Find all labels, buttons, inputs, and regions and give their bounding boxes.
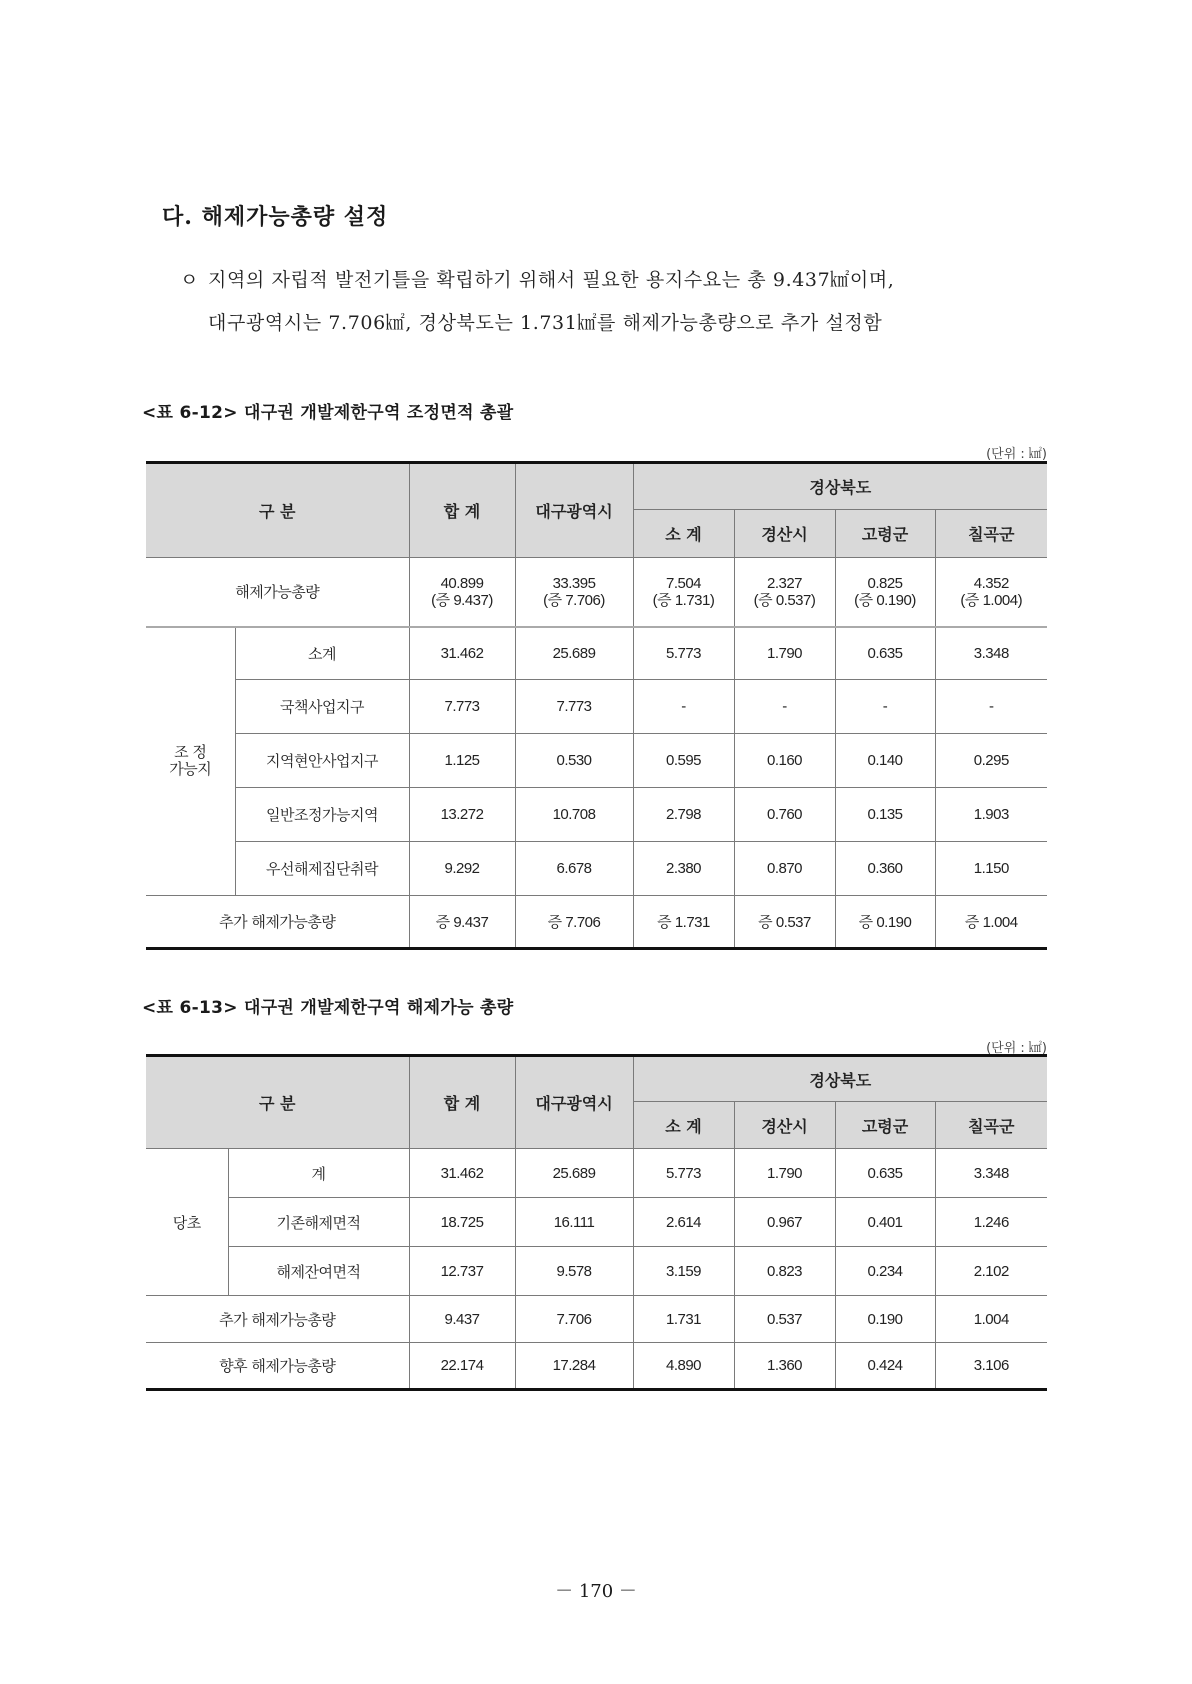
section-heading: 다. 해제가능총량 설정 [162,204,389,230]
cell-gyeongsan: 0.160 [734,734,835,788]
cell-goryeong: 0.360 [835,842,935,896]
cell-subtotal: 5.773 [633,627,734,680]
bullet-icon: ㅇ [180,269,199,291]
cell-chilgok: - [935,680,1047,734]
cell-daegu: 0.530 [515,734,633,788]
cell-gyeongsan: - [734,680,835,734]
cell-subtotal: 0.595 [633,734,734,788]
cell-chilgok: 1.150 [935,842,1047,896]
cell-total: 31.462 [409,627,515,680]
cell-total: 18.725 [409,1198,515,1247]
cell-subtotal: 3.159 [633,1247,734,1296]
header-total: 합 계 [409,1056,515,1149]
header-goryeong: 고령군 [835,510,935,558]
table-row-additional [146,1296,1047,1343]
cell-gyeongsan: 증 0.537 [734,896,835,949]
header-category: 구 분 [146,463,409,558]
header-daegu: 대구광역시 [515,463,633,558]
cell-subtotal: 5.773 [633,1149,734,1198]
cell-goryeong: 0.234 [835,1247,935,1296]
cell-subtotal: 2.798 [633,788,734,842]
cell-goryeong: 0.401 [835,1198,935,1247]
cell-total: 9.437 [409,1296,515,1343]
cell-goryeong: 0.140 [835,734,935,788]
cell-subtotal: 7.504 (증 1.731) [633,558,734,627]
table-row-additional [146,896,1047,949]
header-gyeongbuk: 경상북도 [633,1056,1047,1102]
cell-chilgok: 증 1.004 [935,896,1047,949]
cell-chilgok: 1.004 [935,1296,1047,1343]
cell-daegu: 7.773 [515,680,633,734]
cell-goryeong: 0.190 [835,1296,935,1343]
cell-chilgok: 3.348 [935,627,1047,680]
row-label: 해제가능총량 [146,558,409,627]
cell-subtotal: 4.890 [633,1343,734,1390]
table-row [146,788,1047,842]
header-gyeongsan: 경산시 [734,510,835,558]
cell-daegu: 6.678 [515,842,633,896]
cell-subtotal: 1.731 [633,1296,734,1343]
cell-total: 9.292 [409,842,515,896]
header-subtotal: 소 계 [633,1102,734,1149]
cell-daegu: 증 7.706 [515,896,633,949]
row-label: 소계 [235,627,409,680]
row-label: 기존해제면적 [228,1198,409,1247]
header-category: 구 분 [146,1056,409,1149]
header-subtotal: 소 계 [633,510,734,558]
paragraph-line-1 [180,265,894,292]
row-label: 추가 해제가능총량 [146,896,409,949]
cell-chilgok: 3.106 [935,1343,1047,1390]
cell-total: 22.174 [409,1343,515,1390]
header-chilgok: 칠곡군 [935,1102,1047,1149]
table-row [146,842,1047,896]
table2-caption: <표 6-13> 대구권 개발제한구역 해제가능 총량 [142,998,514,1018]
cell-chilgok: 2.102 [935,1247,1047,1296]
cell-daegu: 25.689 [515,1149,633,1198]
table-row-release-total [146,558,1047,627]
cell-subtotal: 증 1.731 [633,896,734,949]
cell-daegu: 16.111 [515,1198,633,1247]
table-row [146,680,1047,734]
table1-adjustment-summary [146,461,1047,950]
cell-chilgok: 1.246 [935,1198,1047,1247]
cell-daegu: 7.706 [515,1296,633,1343]
cell-gyeongsan: 1.790 [734,627,835,680]
table-row [146,734,1047,788]
row-label: 우선해제집단취락 [235,842,409,896]
page-number: － 170 － [555,1581,637,1602]
cell-goryeong: 0.635 [835,627,935,680]
cell-total: 31.462 [409,1149,515,1198]
cell-subtotal: 2.614 [633,1198,734,1247]
cell-daegu: 9.578 [515,1247,633,1296]
cell-total: 13.272 [409,788,515,842]
cell-goryeong: 0.825 (증 0.190) [835,558,935,627]
header-goryeong: 고령군 [835,1102,935,1149]
cell-gyeongsan: 0.760 [734,788,835,842]
cell-chilgok: 0.295 [935,734,1047,788]
group-label-original: 당초 [146,1149,228,1296]
table-row [146,1149,1047,1198]
header-gyeongbuk: 경상북도 [633,463,1047,510]
paragraph-line-2: 대구광역시는 7.706㎢, 경상북도는 1.731㎢를 해제가능총량으로 추가 설정함 [208,312,883,334]
cell-gyeongsan: 0.823 [734,1247,835,1296]
row-label: 계 [228,1149,409,1198]
cell-gyeongsan: 1.360 [734,1343,835,1390]
header-gyeongsan: 경산시 [734,1102,835,1149]
table1-caption: <표 6-12> 대구권 개발제한구역 조정면적 총괄 [142,403,514,423]
row-label: 추가 해제가능총량 [146,1296,409,1343]
row-label: 일반조정가능지역 [235,788,409,842]
table-row [146,1247,1047,1296]
cell-goryeong: 0.135 [835,788,935,842]
cell-chilgok: 3.348 [935,1149,1047,1198]
paragraph-text-1: 지역의 자립적 발전기틀을 확립하기 위해서 필요한 용지수요는 총 9.437㎢이며, [208,269,895,291]
cell-daegu: 10.708 [515,788,633,842]
cell-gyeongsan: 2.327 (증 0.537) [734,558,835,627]
cell-gyeongsan: 0.537 [734,1296,835,1343]
cell-gyeongsan: 0.967 [734,1198,835,1247]
row-label: 해제잔여면적 [228,1247,409,1296]
cell-gyeongsan: 0.870 [734,842,835,896]
cell-total: 7.773 [409,680,515,734]
cell-daegu: 17.284 [515,1343,633,1390]
cell-goryeong: 0.635 [835,1149,935,1198]
header-total: 합 계 [409,463,515,558]
cell-chilgok: 1.903 [935,788,1047,842]
row-label: 향후 해제가능총량 [146,1343,409,1390]
table2-unit: (단위 : ㎢) [986,1041,1047,1056]
cell-daegu: 25.689 [515,627,633,680]
cell-total: 증 9.437 [409,896,515,949]
cell-total: 1.125 [409,734,515,788]
cell-goryeong: 0.424 [835,1343,935,1390]
cell-chilgok: 4.352 (증 1.004) [935,558,1047,627]
header-daegu: 대구광역시 [515,1056,633,1149]
table-row [146,627,1047,680]
table1-unit: (단위 : ㎢) [986,447,1047,462]
table2-release-capacity [146,1054,1047,1391]
cell-gyeongsan: 1.790 [734,1149,835,1198]
header-chilgok: 칠곡군 [935,510,1047,558]
cell-goryeong: 증 0.190 [835,896,935,949]
cell-subtotal: 2.380 [633,842,734,896]
cell-subtotal: - [633,680,734,734]
cell-daegu: 33.395 (증 7.706) [515,558,633,627]
cell-total: 40.899 (증 9.437) [409,558,515,627]
table-row [146,1198,1047,1247]
table-row-future [146,1343,1047,1390]
cell-total: 12.737 [409,1247,515,1296]
row-label: 국책사업지구 [235,680,409,734]
cell-goryeong: - [835,680,935,734]
row-label: 지역현안사업지구 [235,734,409,788]
group-label-adjustable: 조 정 가능지 [146,627,235,896]
